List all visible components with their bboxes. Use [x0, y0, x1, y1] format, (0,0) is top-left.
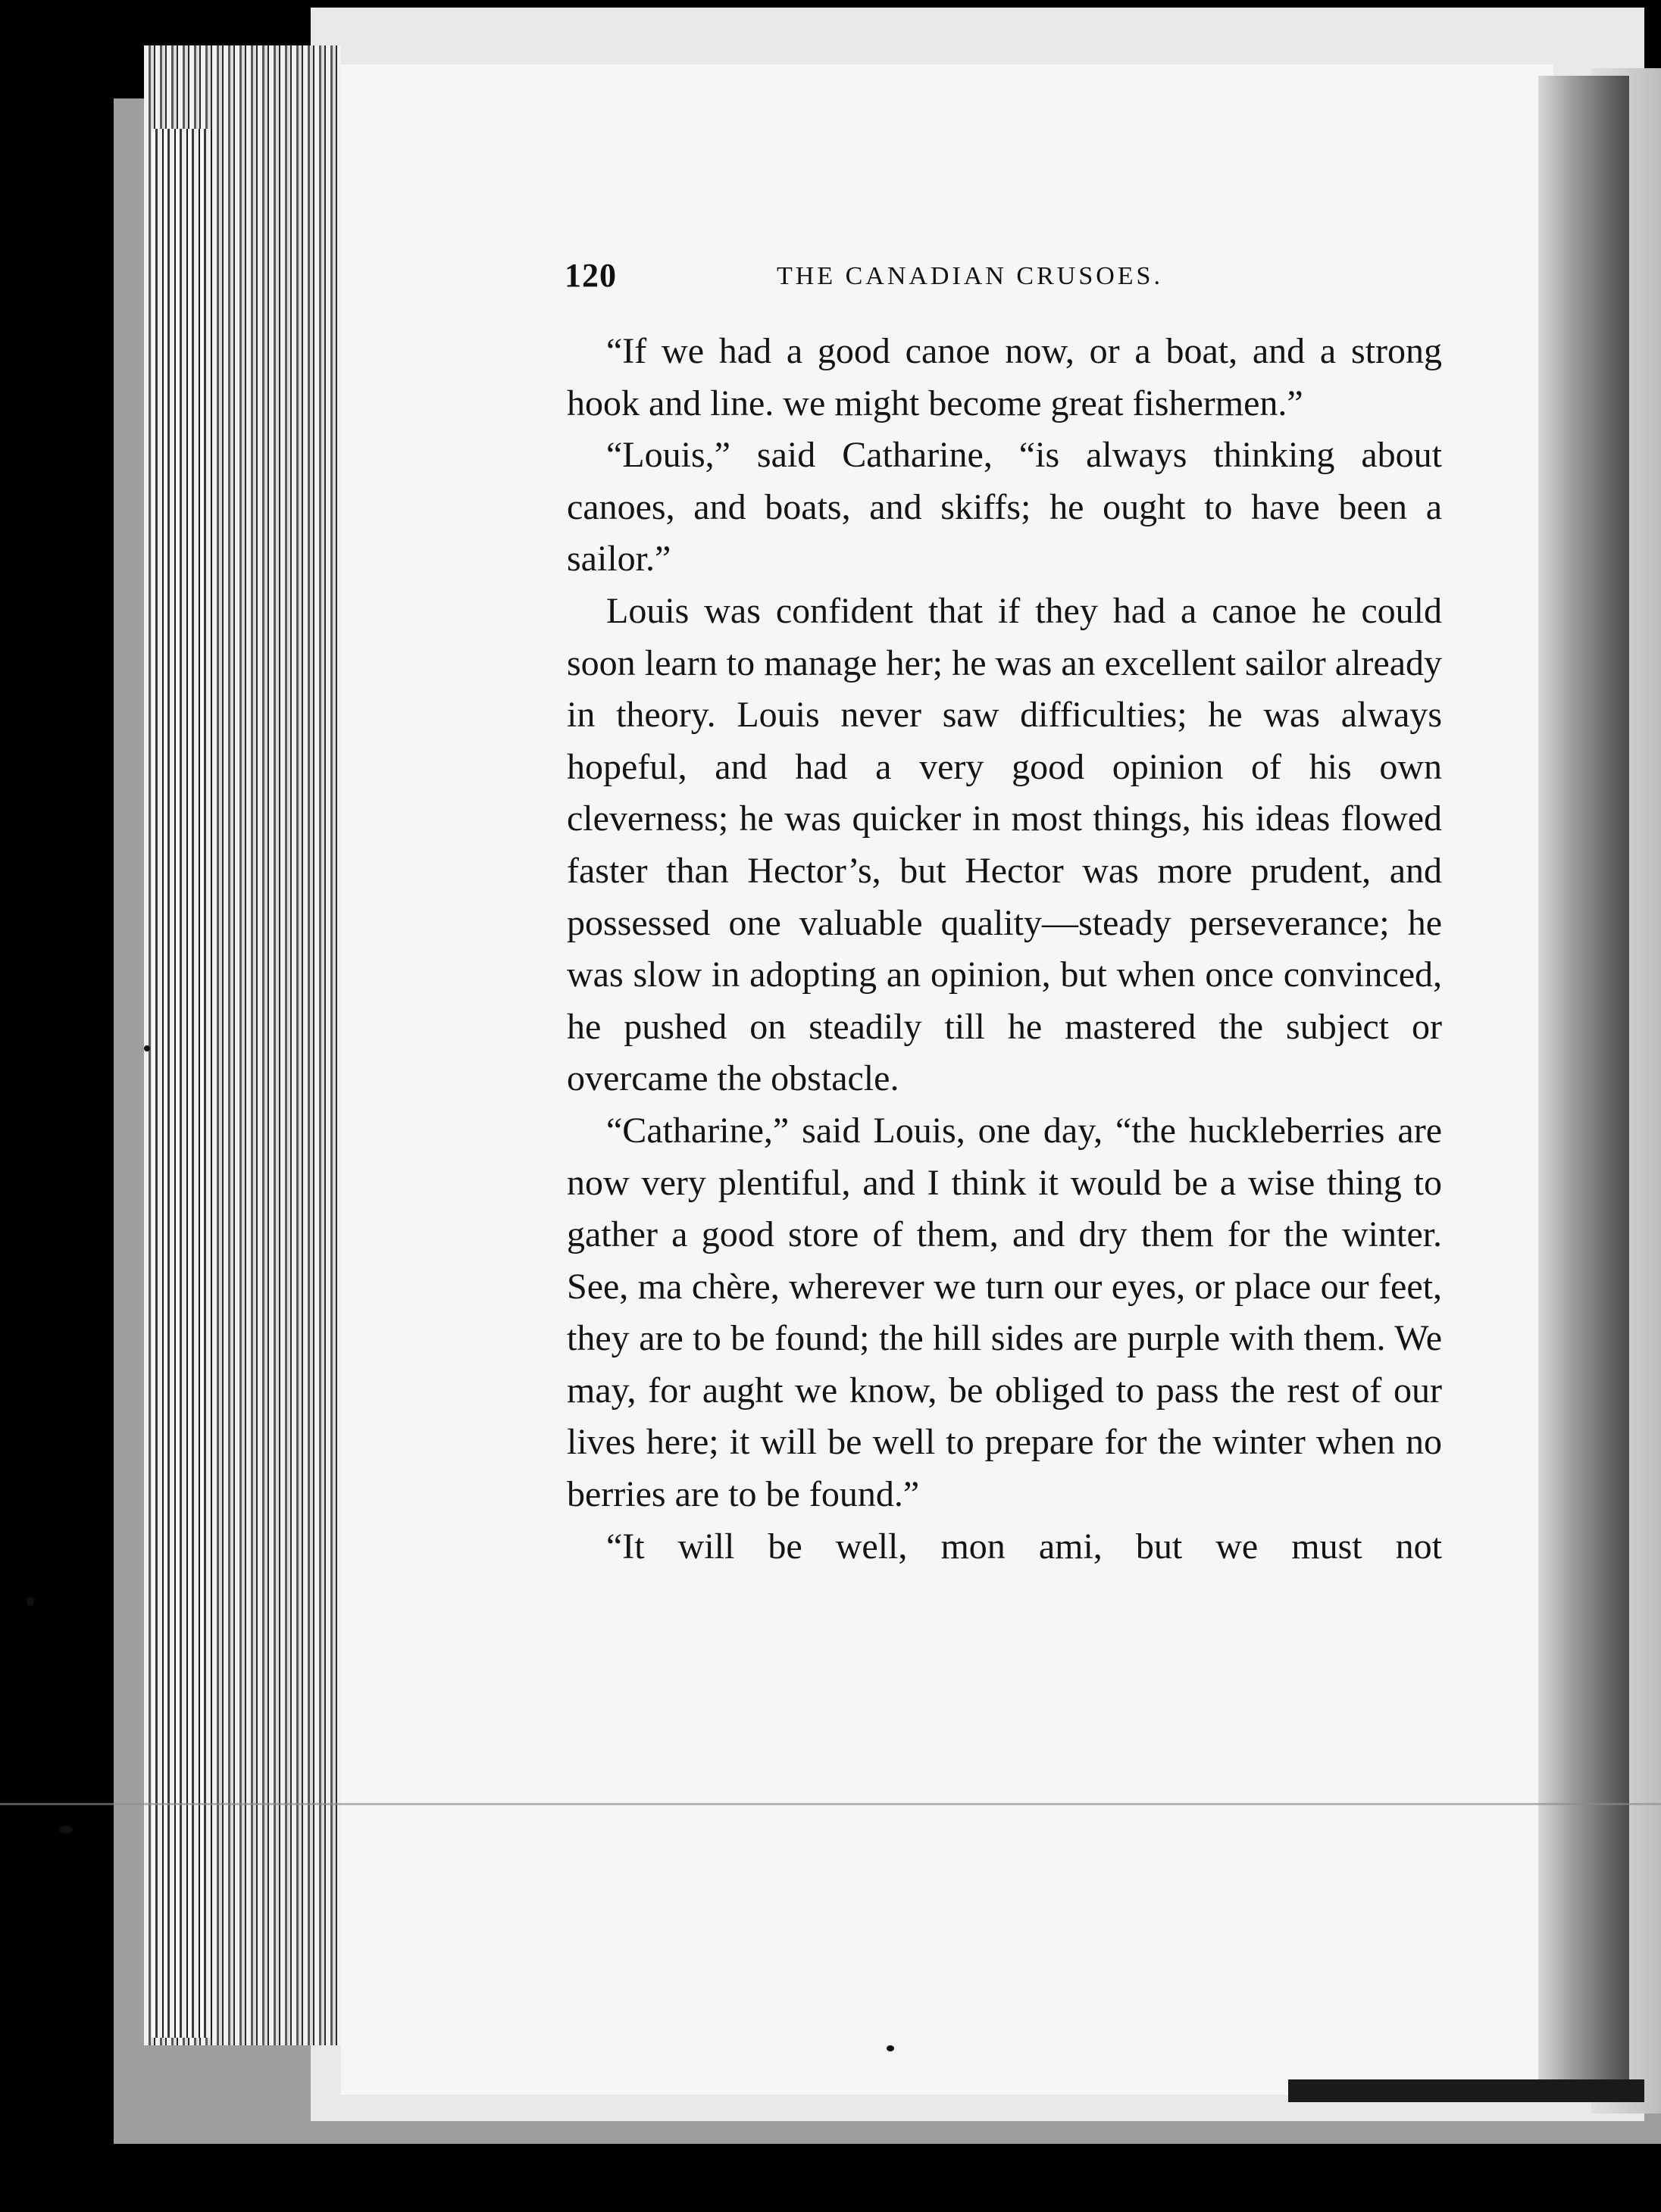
dust-speck [27, 1597, 34, 1606]
gutter-shadow [1538, 76, 1629, 2091]
page-body [567, 326, 1442, 1573]
paragraph: Louis was confident that if they had a canoe he could soon learn to manage her; he was an excellent sailor already in theory. Louis never saw difficulties; he was always hopeful, and had a very good opinion of his own cleverness; he was quicker in most things, his ideas flowed faster than Hector’s, but Hector was more prudent, and possessed one valuable quality—steady perseverance; he was slow in adopting an opinion, but when once convinced, he pushed on steadily till he mastered the subject or overcame the obstacle. [567, 590, 1442, 1099]
paragraph: “If we had a good canoe now, or a boat, and a strong hook and line. we might become great fishermen.” [567, 331, 1442, 423]
running-head: THE CANADIAN CRUSOES. [777, 262, 1163, 290]
paragraph: “Louis,” said Catharine, “is always thinking about canoes, and boats, and skiffs; he ought to have been a sailor.” [567, 435, 1442, 580]
scan-artifact-line [0, 1803, 1661, 1805]
bottom-shadow [1288, 2079, 1644, 2102]
dust-speck [144, 1045, 150, 1051]
page-header [565, 256, 1239, 309]
paragraph: “It will be well, mon ami, but we must not [606, 1526, 1442, 1567]
page-stack-inner-edges [152, 129, 212, 2038]
dust-speck [887, 2045, 894, 2051]
dust-speck [59, 1826, 73, 1833]
paragraph: “Catharine,” said Louis, one day, “the huckleberries are now very plentiful, and I think it would be a wise thing to gather a good store of them, and dry them for the winter. See, ma chère, wherever we turn our eyes, or place our feet, they are to be found; the hill sides are purple with them. We may, for aught we know, be obliged to pass the rest of our lives here; it will be well to prepare for the winter when no berries are to be found.” [567, 1110, 1442, 1515]
page-number: 120 [565, 257, 617, 294]
